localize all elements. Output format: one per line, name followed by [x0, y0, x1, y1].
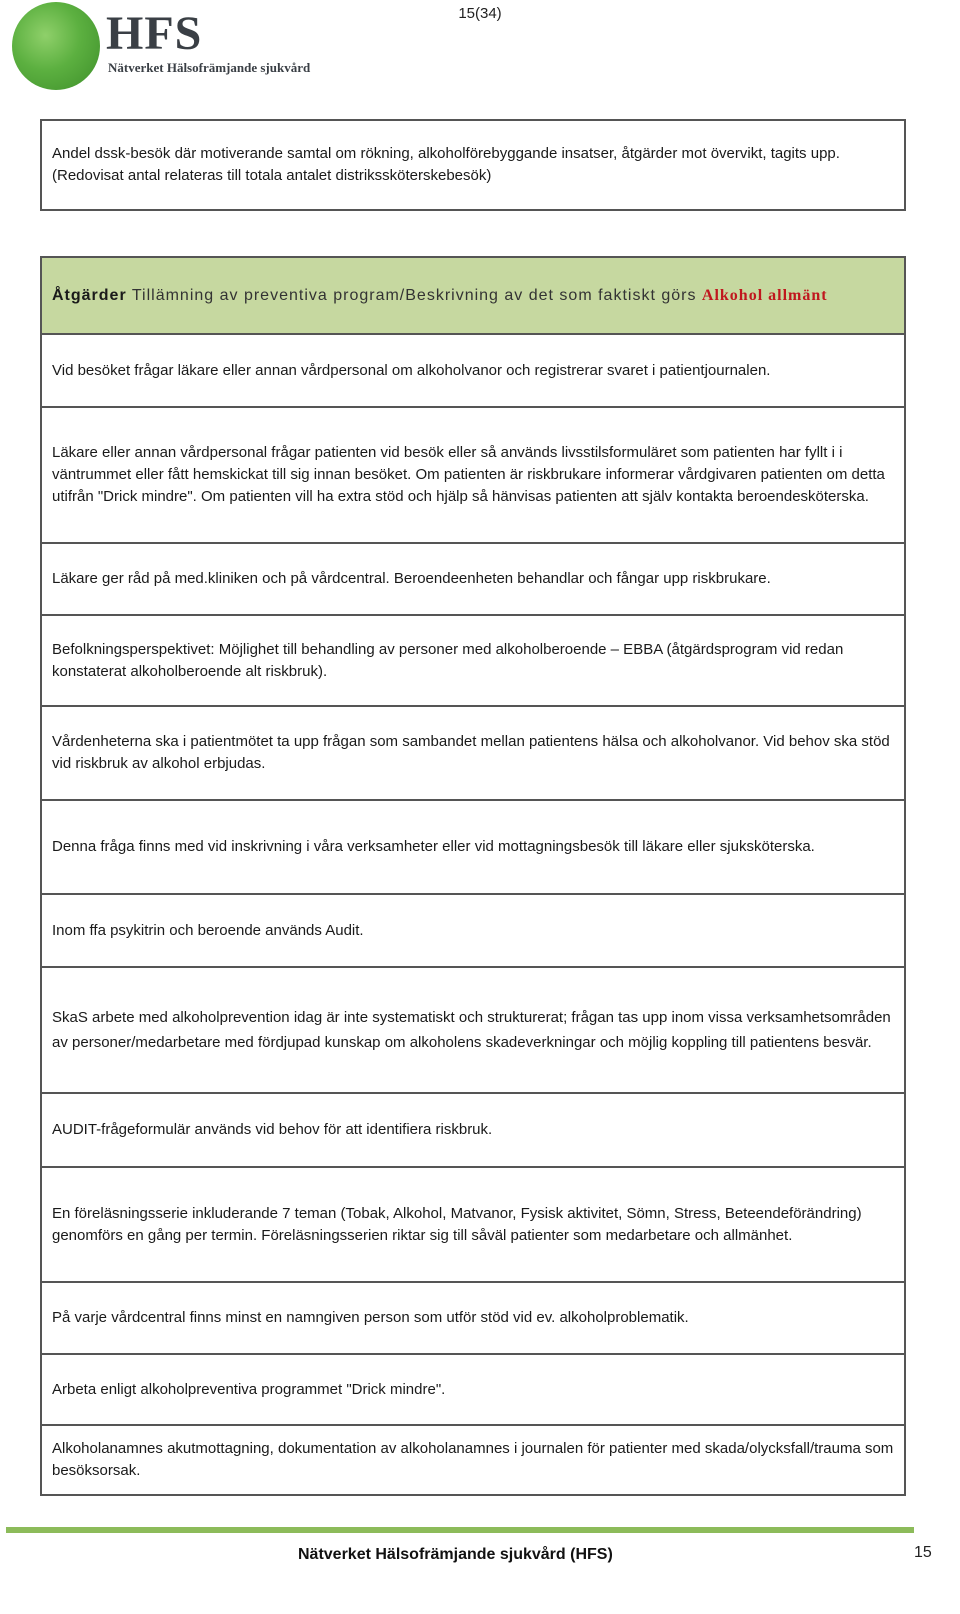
spacer: [40, 211, 906, 256]
section-topic: Alkohol allmänt: [701, 286, 828, 304]
row-text: Arbeta enligt alkoholpreventiva programmet "Drick mindre".: [52, 1380, 446, 1398]
section-label: Åtgärder: [52, 286, 127, 304]
table-row: [40, 1094, 906, 1168]
table-row: [40, 895, 906, 968]
row-text: Alkoholanamnes akutmottagning, dokumentation av alkoholanamnes i journalen för patienter med skada/olycksfall/trauma som besöksorsak.: [52, 1440, 894, 1479]
row-text: Vid besöket frågar läkare eller annan vårdpersonal om alkoholvanor och registrerar svaret i patientjournalen.: [52, 361, 771, 379]
page-header: [0, 0, 960, 100]
table-row: [40, 544, 906, 616]
footer-divider: [6, 1527, 914, 1533]
row-text: Inom ffa psykitrin och beroende används Audit.: [52, 921, 364, 939]
footer-page-number: 15: [914, 1544, 932, 1561]
logo-subtitle: Nätverket Hälsofrämjande sjukvård: [108, 60, 311, 75]
row-text: En föreläsningsserie inkluderande 7 teman (Tobak, Alkohol, Matvanor, Fysisk aktivitet, Sömn, Stress, Beteendeförändring) genomförs en gång per termin. Föreläsningsserien riktar sig till såväl patienter som medarbetare och allmänhet.: [52, 1204, 862, 1244]
table-row: [40, 408, 906, 544]
logo-circle-icon: [12, 2, 100, 90]
row-text: Läkare ger råd på med.kliniken och på vårdcentral. Beroendeenheten behandlar och fångar upp riskbrukare.: [52, 570, 771, 587]
table-row: [40, 1168, 906, 1283]
table-row: [40, 1355, 906, 1426]
table-row: [40, 801, 906, 895]
intro-text: Andel dssk-besök där motiverande samtal om rökning, alkoholförebyggande insatser, åtgärder mot övervikt, tagits upp. (Redovisat antal relateras till totala antalet distrikssköterskebesök): [52, 145, 840, 184]
row-text: På varje vårdcentral finns minst en namngiven person som utför stöd vid ev. alkoholproblematik.: [52, 1309, 689, 1326]
page-label: 15(34): [458, 5, 502, 22]
hfs-logo: [10, 0, 310, 92]
row-text: Denna fråga finns med vid inskrivning i våra verksamheter eller vid mottagningsbesök till läkare eller sjuksköterska.: [52, 838, 815, 855]
table-row: [40, 707, 906, 801]
table-row: [40, 1283, 906, 1355]
section-description: Tillämning av preventiva program/Beskrivning av det som faktiskt görs: [126, 286, 702, 304]
section-header-row: [40, 256, 906, 335]
row-text: AUDIT-frågeformulär används vid behov för att identifiera riskbruk.: [52, 1121, 493, 1138]
section-heading: [52, 284, 828, 308]
table-row: [40, 616, 906, 707]
row-text: Läkare eller annan vårdpersonal frågar patienten vid besök eller så används livsstilsformuläret som patienten har fyllt i i väntrummet eller fått hemskickat till sig innan besöket. Om patienten är riskbrukare informerar vårdgivaren patienten om detta utifrån "Drick mindre". Om patienten vill ha extra stöd och hjälp så hänvisas patienten att själv kontakta beroendesköterska.: [52, 444, 885, 505]
table-row: [40, 1426, 906, 1496]
row-text: Befolkningsperspektivet: Möjlighet till behandling av personer med alkoholberoende – EBBA (åtgärdsprogram vid redan konstaterat alkoholberoende alt riskbruk).: [52, 640, 844, 680]
logo-title: HFS: [106, 7, 203, 60]
row-text: Vårdenheterna ska i patientmötet ta upp frågan som sambandet mellan patientens hälsa och alkoholvanor. Vid behov ska stöd vid riskbruk av alkohol erbjudas.: [52, 733, 890, 772]
intro-row: [40, 119, 906, 211]
footer-organization: Nätverket Hälsofrämjande sjukvård (HFS): [298, 1546, 613, 1563]
row-text: SkaS arbete med alkoholprevention idag är inte systematiskt och strukturerat; frågan tas upp inom vissa verksamhetsområden av personer/medarbetare med fördjupad kunskap om alkoholens skadeverkningar och möjlig koppling till patientens besvär.: [52, 1009, 891, 1051]
table-row: [40, 968, 906, 1094]
measures-table: [40, 119, 906, 1496]
table-row: [40, 335, 906, 408]
